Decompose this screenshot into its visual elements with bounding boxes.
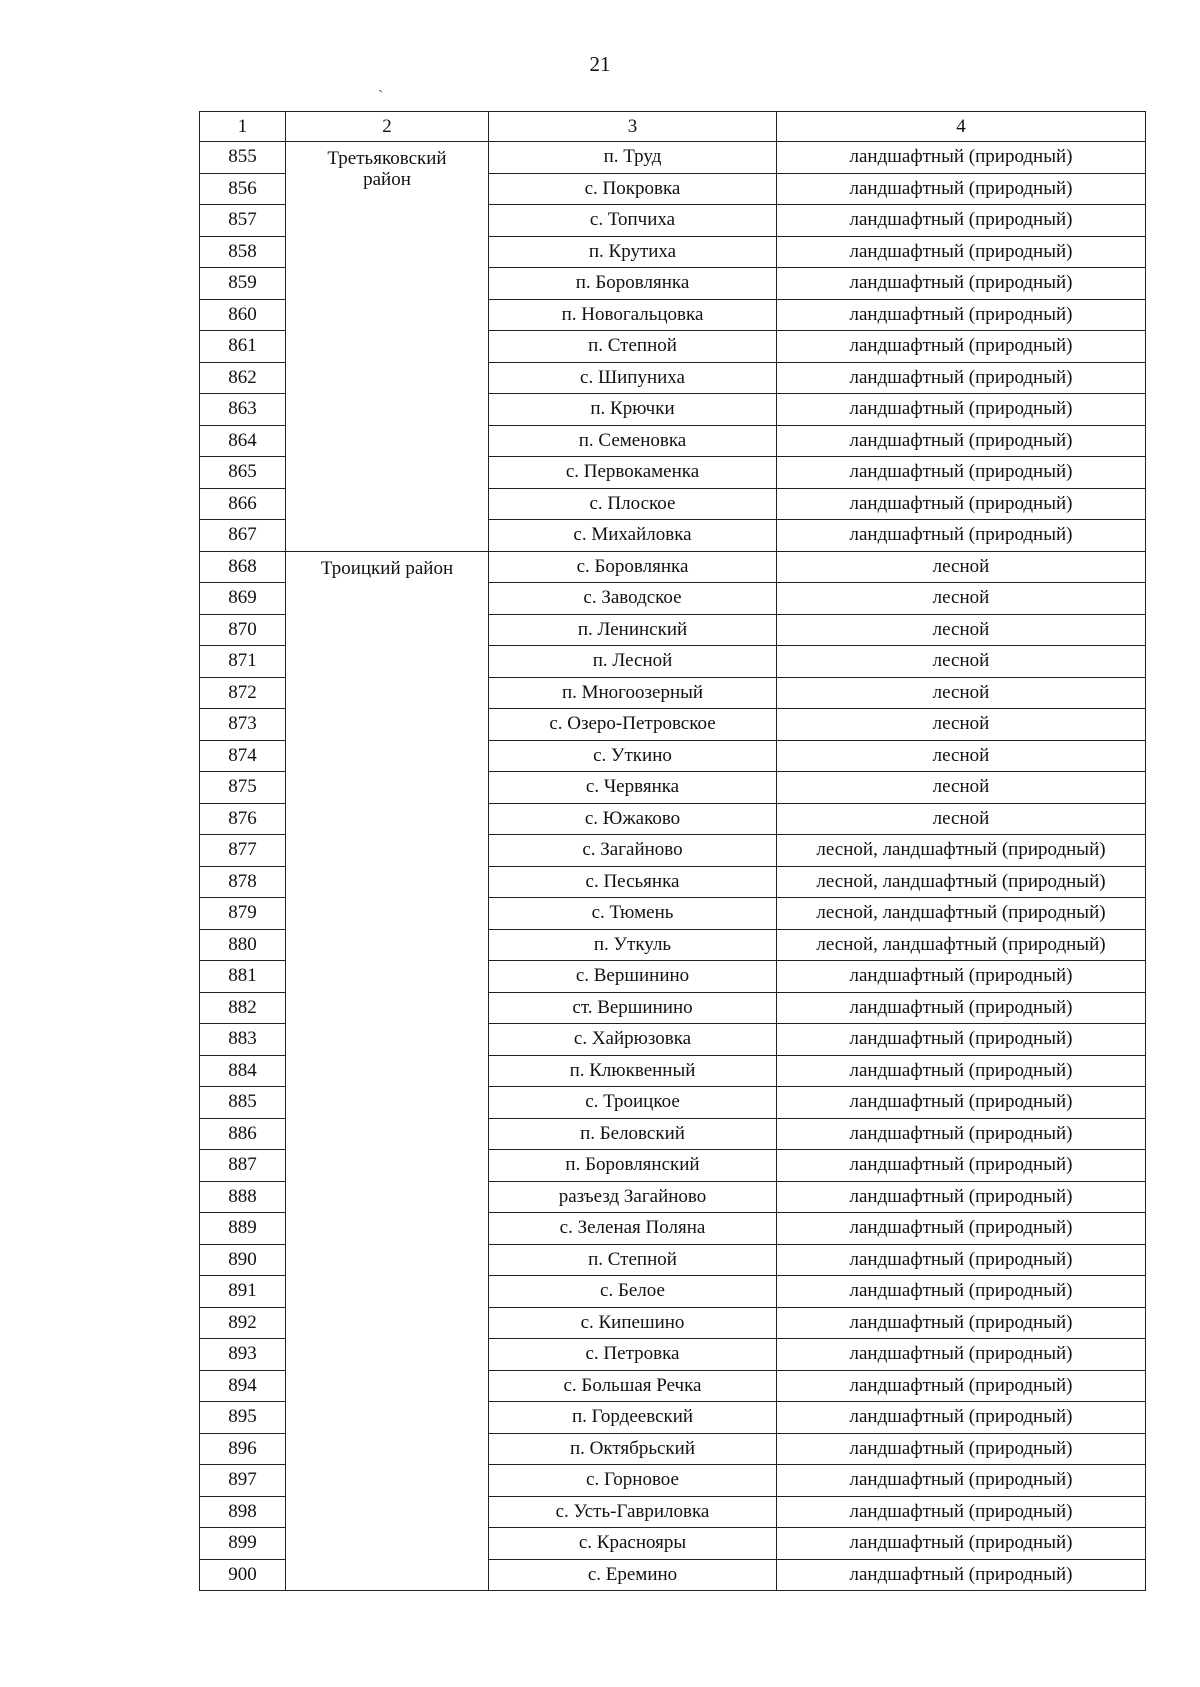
type-cell: ландшафтный (природный) bbox=[777, 1118, 1146, 1150]
row-number-cell: 856 bbox=[200, 173, 286, 205]
settlement-cell: с. Песьянка bbox=[489, 866, 777, 898]
type-cell: ландшафтный (природный) bbox=[777, 425, 1146, 457]
settlement-cell: п. Степной bbox=[489, 1244, 777, 1276]
settlement-cell: п. Новогальцовка bbox=[489, 299, 777, 331]
settlement-cell: с. Червянка bbox=[489, 772, 777, 804]
row-number-cell: 895 bbox=[200, 1402, 286, 1434]
row-number-cell: 872 bbox=[200, 677, 286, 709]
row-number-cell: 884 bbox=[200, 1055, 286, 1087]
type-cell: лесной bbox=[777, 772, 1146, 804]
settlement-cell: п. Семеновка bbox=[489, 425, 777, 457]
settlement-cell: п. Крючки bbox=[489, 394, 777, 426]
row-number-cell: 861 bbox=[200, 331, 286, 363]
type-cell: ландшафтный (природный) bbox=[777, 961, 1146, 993]
settlement-cell: п. Октябрьский bbox=[489, 1433, 777, 1465]
type-cell: ландшафтный (природный) bbox=[777, 1496, 1146, 1528]
row-number-cell: 873 bbox=[200, 709, 286, 741]
header-cell-2: 2 bbox=[286, 112, 489, 142]
row-number-cell: 868 bbox=[200, 551, 286, 583]
row-number-cell: 883 bbox=[200, 1024, 286, 1056]
type-cell: лесной bbox=[777, 646, 1146, 678]
type-cell: ландшафтный (природный) bbox=[777, 1213, 1146, 1245]
row-number-cell: 858 bbox=[200, 236, 286, 268]
type-cell: ландшафтный (природный) bbox=[777, 1402, 1146, 1434]
type-cell: ландшафтный (природный) bbox=[777, 1433, 1146, 1465]
settlement-cell: п. Беловский bbox=[489, 1118, 777, 1150]
settlement-cell: п. Боровлянка bbox=[489, 268, 777, 300]
settlement-cell: с. Петровка bbox=[489, 1339, 777, 1371]
row-number-cell: 876 bbox=[200, 803, 286, 835]
settlement-cell: с. Топчиха bbox=[489, 205, 777, 237]
settlement-cell: п. Лесной bbox=[489, 646, 777, 678]
type-cell: ландшафтный (природный) bbox=[777, 1150, 1146, 1182]
row-number-cell: 898 bbox=[200, 1496, 286, 1528]
type-cell: лесной bbox=[777, 551, 1146, 583]
settlement-cell: с. Боровлянка bbox=[489, 551, 777, 583]
settlement-cell: п. Боровлянский bbox=[489, 1150, 777, 1182]
row-number-cell: 887 bbox=[200, 1150, 286, 1182]
type-cell: ландшафтный (природный) bbox=[777, 394, 1146, 426]
settlement-cell: с. Озеро-Петровское bbox=[489, 709, 777, 741]
type-cell: ландшафтный (природный) bbox=[777, 488, 1146, 520]
settlement-cell: с. Хайрюзовка bbox=[489, 1024, 777, 1056]
type-cell: ландшафтный (природный) bbox=[777, 1276, 1146, 1308]
type-cell: ландшафтный (природный) bbox=[777, 1244, 1146, 1276]
row-number-cell: 899 bbox=[200, 1528, 286, 1560]
type-cell: ландшафтный (природный) bbox=[777, 1055, 1146, 1087]
row-number-cell: 875 bbox=[200, 772, 286, 804]
settlements-table bbox=[199, 111, 1146, 1591]
scan-mark: ˏ bbox=[378, 76, 384, 93]
type-cell: ландшафтный (природный) bbox=[777, 173, 1146, 205]
type-cell: лесной bbox=[777, 803, 1146, 835]
type-cell: ландшафтный (природный) bbox=[777, 268, 1146, 300]
row-number-cell: 863 bbox=[200, 394, 286, 426]
row-number-cell: 893 bbox=[200, 1339, 286, 1371]
row-number-cell: 857 bbox=[200, 205, 286, 237]
type-cell: лесной bbox=[777, 740, 1146, 772]
settlement-cell: с. Горновое bbox=[489, 1465, 777, 1497]
row-number-cell: 885 bbox=[200, 1087, 286, 1119]
row-number-cell: 892 bbox=[200, 1307, 286, 1339]
row-number-cell: 888 bbox=[200, 1181, 286, 1213]
row-number-cell: 878 bbox=[200, 866, 286, 898]
settlement-cell: с. Белое bbox=[489, 1276, 777, 1308]
type-cell: ландшафтный (природный) bbox=[777, 362, 1146, 394]
settlement-cell: с. Плоское bbox=[489, 488, 777, 520]
row-number-cell: 900 bbox=[200, 1559, 286, 1591]
row-number-cell: 881 bbox=[200, 961, 286, 993]
type-cell: ландшафтный (природный) bbox=[777, 1339, 1146, 1371]
type-cell: ландшафтный (природный) bbox=[777, 205, 1146, 237]
type-cell: ландшафтный (природный) bbox=[777, 520, 1146, 552]
district-name-line: район bbox=[363, 169, 411, 190]
settlement-cell: с. Шипуниха bbox=[489, 362, 777, 394]
header-cell-4: 4 bbox=[777, 112, 1146, 142]
settlement-cell: п. Гордеевский bbox=[489, 1402, 777, 1434]
settlement-cell: с. Загайново bbox=[489, 835, 777, 867]
settlement-cell: п. Труд bbox=[489, 142, 777, 174]
row-number-cell: 879 bbox=[200, 898, 286, 930]
settlement-cell: с. Краснояры bbox=[489, 1528, 777, 1560]
settlement-cell: с. Михайловка bbox=[489, 520, 777, 552]
type-cell: лесной bbox=[777, 614, 1146, 646]
row-number-cell: 862 bbox=[200, 362, 286, 394]
settlement-cell: п. Многоозерный bbox=[489, 677, 777, 709]
row-number-cell: 870 bbox=[200, 614, 286, 646]
row-number-cell: 871 bbox=[200, 646, 286, 678]
row-number-cell: 880 bbox=[200, 929, 286, 961]
settlement-cell: с. Большая Речка bbox=[489, 1370, 777, 1402]
table-row bbox=[200, 142, 1146, 174]
type-cell: ландшафтный (природный) bbox=[777, 299, 1146, 331]
type-cell: ландшафтный (природный) bbox=[777, 1087, 1146, 1119]
type-cell: ландшафтный (природный) bbox=[777, 1465, 1146, 1497]
row-number-cell: 890 bbox=[200, 1244, 286, 1276]
row-number-cell: 877 bbox=[200, 835, 286, 867]
settlement-cell: с. Тюмень bbox=[489, 898, 777, 930]
settlement-cell: с. Первокаменка bbox=[489, 457, 777, 489]
row-number-cell: 896 bbox=[200, 1433, 286, 1465]
type-cell: ландшафтный (природный) bbox=[777, 457, 1146, 489]
settlement-cell: с. Вершинино bbox=[489, 961, 777, 993]
settlement-cell: с. Кипешино bbox=[489, 1307, 777, 1339]
district-name: Троицкий район bbox=[320, 557, 454, 579]
settlement-cell: с. Зеленая Поляна bbox=[489, 1213, 777, 1245]
settlement-cell: разъезд Загайново bbox=[489, 1181, 777, 1213]
row-number-cell: 886 bbox=[200, 1118, 286, 1150]
table-header-row bbox=[200, 112, 1146, 142]
row-number-cell: 866 bbox=[200, 488, 286, 520]
settlement-cell: с. Южаково bbox=[489, 803, 777, 835]
row-number-cell: 891 bbox=[200, 1276, 286, 1308]
row-number-cell: 865 bbox=[200, 457, 286, 489]
type-cell: ландшафтный (природный) bbox=[777, 142, 1146, 174]
district-cell bbox=[286, 551, 489, 1591]
row-number-cell: 894 bbox=[200, 1370, 286, 1402]
row-number-cell: 874 bbox=[200, 740, 286, 772]
type-cell: лесной, ландшафтный (природный) bbox=[777, 835, 1146, 867]
type-cell: ландшафтный (природный) bbox=[777, 1370, 1146, 1402]
type-cell: ландшафтный (природный) bbox=[777, 1181, 1146, 1213]
settlement-cell: ст. Вершинино bbox=[489, 992, 777, 1024]
row-number-cell: 860 bbox=[200, 299, 286, 331]
row-number-cell: 897 bbox=[200, 1465, 286, 1497]
type-cell: ландшафтный (природный) bbox=[777, 1528, 1146, 1560]
row-number-cell: 869 bbox=[200, 583, 286, 615]
district-cell bbox=[286, 142, 489, 552]
type-cell: ландшафтный (природный) bbox=[777, 331, 1146, 363]
header-cell-1: 1 bbox=[200, 112, 286, 142]
settlement-cell: с. Уткино bbox=[489, 740, 777, 772]
row-number-cell: 889 bbox=[200, 1213, 286, 1245]
type-cell: лесной bbox=[777, 709, 1146, 741]
type-cell: лесной bbox=[777, 677, 1146, 709]
type-cell: лесной, ландшафтный (природный) bbox=[777, 866, 1146, 898]
settlement-cell: п. Уткуль bbox=[489, 929, 777, 961]
settlement-cell: с. Заводское bbox=[489, 583, 777, 615]
row-number-cell: 859 bbox=[200, 268, 286, 300]
row-number-cell: 867 bbox=[200, 520, 286, 552]
settlement-cell: с. Усть-Гавриловка bbox=[489, 1496, 777, 1528]
table-row bbox=[200, 551, 1146, 583]
type-cell: ландшафтный (природный) bbox=[777, 1559, 1146, 1591]
type-cell: ландшафтный (природный) bbox=[777, 1024, 1146, 1056]
settlement-cell: с. Еремино bbox=[489, 1559, 777, 1591]
type-cell: лесной, ландшафтный (природный) bbox=[777, 898, 1146, 930]
type-cell: лесной, ландшафтный (природный) bbox=[777, 929, 1146, 961]
district-name-line: Третьяковский bbox=[327, 148, 447, 169]
type-cell: лесной bbox=[777, 583, 1146, 615]
settlement-cell: п. Степной bbox=[489, 331, 777, 363]
header-cell-3: 3 bbox=[489, 112, 777, 142]
settlement-cell: п. Ленинский bbox=[489, 614, 777, 646]
type-cell: ландшафтный (природный) bbox=[777, 1307, 1146, 1339]
row-number-cell: 882 bbox=[200, 992, 286, 1024]
row-number-cell: 864 bbox=[200, 425, 286, 457]
page-number: 21 bbox=[589, 52, 611, 76]
settlement-cell: п. Крутиха bbox=[489, 236, 777, 268]
settlement-cell: с. Покровка bbox=[489, 173, 777, 205]
settlement-cell: с. Троицкое bbox=[489, 1087, 777, 1119]
type-cell: ландшафтный (природный) bbox=[777, 992, 1146, 1024]
row-number-cell: 855 bbox=[200, 142, 286, 174]
type-cell: ландшафтный (природный) bbox=[777, 236, 1146, 268]
settlement-cell: п. Клюквенный bbox=[489, 1055, 777, 1087]
